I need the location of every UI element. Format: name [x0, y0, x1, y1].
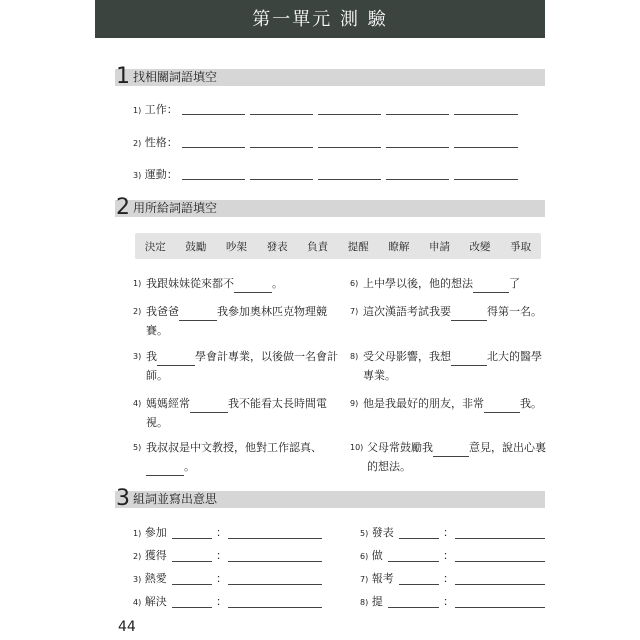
- word-blank[interactable]: [172, 607, 212, 608]
- section-2-title: 用所給詞語填空: [133, 201, 218, 215]
- word-bank-item: 瞭解: [388, 240, 410, 253]
- word-bank-item: 改變: [469, 240, 491, 253]
- word-blank[interactable]: [399, 538, 439, 539]
- word-blank[interactable]: [172, 584, 212, 585]
- section-3-number: 3: [116, 486, 130, 511]
- word-bank-item: 吵架: [225, 240, 247, 253]
- word-bank-item: 提醒: [347, 240, 369, 253]
- word-bank: [135, 233, 541, 259]
- meaning-blank[interactable]: [455, 607, 545, 608]
- s3-colon: ：: [443, 549, 454, 562]
- answer-line[interactable]: [250, 147, 313, 148]
- fill-blank[interactable]: [451, 353, 487, 366]
- word-bank-item: 發表: [266, 240, 288, 253]
- word-blank[interactable]: [399, 584, 439, 585]
- question-2: 2) 我爸爸 我參加奧林匹克物理競賽。: [133, 305, 327, 337]
- question-10: 10) 父母常鼓勵我 意見，說出心裏的想法。: [350, 441, 546, 473]
- question-3: 3) 我 學會計專業，以後做一名會計師。: [133, 350, 338, 382]
- meaning-blank[interactable]: [228, 584, 322, 585]
- word-blank[interactable]: [388, 607, 439, 608]
- word-blank[interactable]: [388, 561, 439, 562]
- question-6: 6) 上中學以後，他的想法 了: [350, 274, 548, 293]
- page-title: 第一單元 測 驗: [252, 9, 388, 30]
- question-1: 1) 我跟妹妹從來都不 。: [133, 274, 345, 293]
- s3-colon: ：: [216, 595, 227, 608]
- answer-line[interactable]: [318, 179, 381, 180]
- meaning-blank[interactable]: [455, 538, 545, 539]
- s3-colon: ：: [443, 526, 454, 539]
- word-blank[interactable]: [172, 538, 212, 539]
- section-3-title: 組詞並寫出意思: [133, 492, 218, 506]
- answer-line[interactable]: [250, 179, 313, 180]
- word-bank-item: 爭取: [510, 240, 532, 253]
- word-bank-item: 鼓勵: [185, 240, 207, 253]
- word-bank-item: 申請: [428, 240, 450, 253]
- answer-line[interactable]: [318, 114, 381, 115]
- answer-line[interactable]: [182, 179, 245, 180]
- page-header: [95, 0, 545, 38]
- s3-colon: ：: [216, 526, 227, 539]
- word-blank[interactable]: [172, 561, 212, 562]
- s3-colon: ：: [216, 549, 227, 562]
- answer-line[interactable]: [386, 114, 449, 115]
- answer-line[interactable]: [182, 147, 245, 148]
- answer-line[interactable]: [386, 147, 449, 148]
- fill-blank[interactable]: [451, 308, 487, 321]
- s3-item-2: 2) 獲得: [133, 549, 167, 562]
- question-9: 9) 他是我最好的朋友，非常 我。: [350, 394, 548, 413]
- fill-blank[interactable]: [146, 463, 184, 476]
- s3-item-3: 3) 熱愛: [133, 572, 167, 585]
- section-1-number: 1: [116, 64, 130, 89]
- question-4: 4) 媽媽經常 我不能看太長時間電視。: [133, 397, 327, 429]
- page-number: 44: [118, 619, 136, 635]
- answer-line[interactable]: [250, 114, 313, 115]
- s3-item-1: 1) 參加: [133, 526, 167, 539]
- fill-blank[interactable]: [484, 400, 520, 413]
- meaning-blank[interactable]: [228, 561, 322, 562]
- s3-item-6: 6) 做: [360, 549, 383, 562]
- meaning-blank[interactable]: [228, 607, 322, 608]
- fill-blank[interactable]: [433, 444, 469, 457]
- word-bank-item: 負責: [307, 240, 329, 253]
- answer-line[interactable]: [454, 179, 518, 180]
- meaning-blank[interactable]: [455, 561, 545, 562]
- answer-line[interactable]: [454, 147, 518, 148]
- meaning-blank[interactable]: [228, 538, 322, 539]
- s3-colon: ：: [216, 572, 227, 585]
- fill-blank[interactable]: [179, 308, 217, 321]
- s3-colon: ：: [443, 572, 454, 585]
- answer-line[interactable]: [182, 114, 245, 115]
- s3-colon: ：: [443, 595, 454, 608]
- s3-item-7: 7) 報考: [360, 572, 394, 585]
- answer-line[interactable]: [454, 114, 518, 115]
- section-2-number: 2: [116, 195, 130, 220]
- question-7: 7) 這次漢語考試我要 得第一名。: [350, 302, 548, 321]
- meaning-blank[interactable]: [455, 584, 545, 585]
- s3-item-5: 5) 發表: [360, 526, 394, 539]
- answer-line[interactable]: [386, 179, 449, 180]
- answer-line[interactable]: [318, 147, 381, 148]
- fill-blank[interactable]: [234, 280, 272, 293]
- word-bank-item: 決定: [144, 240, 166, 253]
- s3-item-8: 8) 提: [360, 595, 383, 608]
- s1-item-2: 2) 性格：: [133, 136, 178, 149]
- fill-blank[interactable]: [473, 280, 509, 293]
- question-8: 8) 受父母影響，我想 北大的醫學專業。: [350, 350, 542, 382]
- s1-item-1: 1) 工作：: [133, 103, 178, 116]
- s1-item-3: 3) 運動：: [133, 168, 178, 181]
- fill-blank[interactable]: [157, 353, 195, 366]
- section-1-title: 找相關詞語填空: [133, 70, 218, 84]
- s3-item-4: 4) 解決: [133, 595, 167, 608]
- question-5: 5) 我叔叔是中文教授，他對工作認真、。: [133, 438, 345, 476]
- fill-blank[interactable]: [190, 400, 228, 413]
